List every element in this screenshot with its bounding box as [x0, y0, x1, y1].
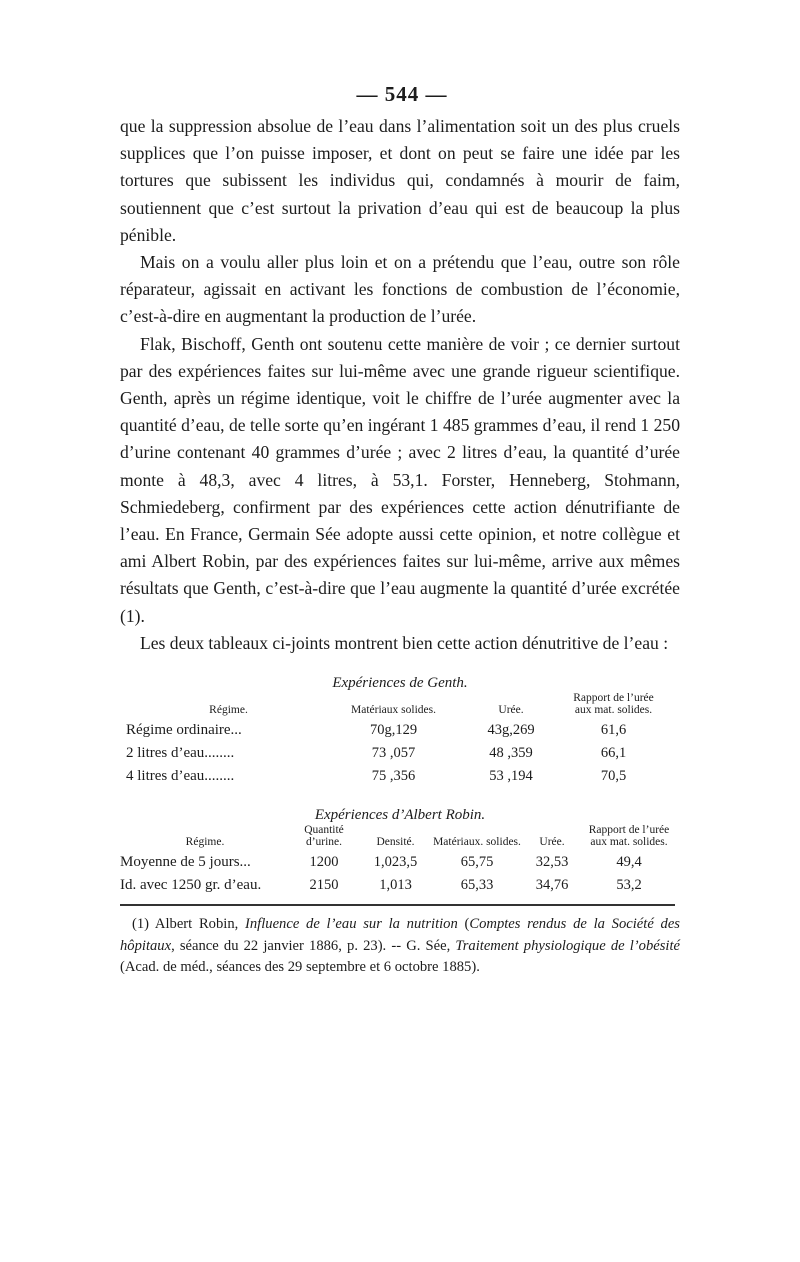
table-cell: 1200 [309, 854, 339, 871]
table-cell: 34,76 [535, 877, 569, 894]
table-cell: 53 ,194 [489, 768, 533, 785]
table-cell: 43g,269 [487, 722, 535, 739]
footnote-title-obesite: Traitement physiologique de l’obésité [455, 937, 680, 954]
table-cell: 73 ,057 [371, 745, 416, 762]
footnote-lead: (1) Albert Robin, [132, 916, 245, 933]
table-cell: 1,023,5 [373, 854, 418, 871]
column-header: Matériaux solides. [351, 704, 436, 717]
table-genth-title: Expériences de Genth. [332, 675, 468, 692]
column-header: Densité. [376, 836, 415, 849]
table-header-row [120, 824, 675, 848]
table-row [126, 716, 661, 739]
table-row [126, 762, 661, 785]
table-cell: 65,75 [460, 854, 494, 871]
table-row [120, 871, 675, 894]
table-cell: 53,2 [616, 877, 642, 894]
table-row [126, 739, 661, 762]
footnote-tail: (Acad. de méd., séances des 29 septembre et 6 octobre 1885). [120, 959, 480, 976]
footnote-title-influence: Influence de l’eau sur la nutrition [245, 916, 458, 933]
table-cell: Id. avec 1250 gr. d’eau. [120, 877, 262, 894]
table-header-row [126, 692, 661, 716]
table-cell: 70,5 [600, 768, 627, 785]
footnote [120, 914, 680, 979]
table-cell: 49,4 [616, 854, 642, 871]
column-header: Régime. [209, 704, 248, 717]
paragraph-4: Les deux tableaux ci-joints montrent bien cette action dénutritive de l’eau : [140, 632, 669, 653]
table-row [120, 848, 675, 871]
table-cell: Moyenne de 5 jours... [120, 854, 251, 871]
footnote-journal: Comptes rendus de la Société des hôpitaux [120, 916, 680, 954]
column-header: Rapport de l’urée aux mat. solides. [588, 824, 670, 849]
column-header: Urée. [539, 836, 565, 849]
paragraph-2: Mais on a voulu aller plus loin et on a prétendu que l’eau, outre son rôle réparateur, agissait en activant les fonctions de combustion de l’économie, c’est-à-dire en augmentant la production de l’urée. [120, 252, 680, 327]
table-cell: Régime ordinaire... [126, 722, 242, 739]
paragraph-3: Flak, Bischoff, Genth ont soutenu cette manière de voir ; ce dernier surtout par des expériences faites sur lui-même avec une grande rigueur scientifique. Genth, après un régime identique, voit le chiffre de l’urée augmenter avec la quantité d’eau, de telle sorte qu’en ingérant 1 485 grammes d’eau, il rend 1 250 d’urine contenant 40 grammes d’urée ; avec 2 litres d’eau, la quantité d’urée monte à 48,3, avec 4 litres, à 53,1. Forster, Henneberg, Stohmann, Schmiedeberg, confirment par des expériences cette action dénutrifiante de l’eau. En France, Germain Sée adopte aussi cette opinion, et notre collègue et ami Albert Robin, par des expériences faites sur lui-même, arrive aux mêmes résultats que Genth, c’est-à-dire que l’eau augmente la quantité d’urée excrétée (1). [120, 333, 680, 626]
table-cell: 61,6 [600, 722, 627, 739]
table-genth [126, 692, 661, 785]
footnote-sep: ( [457, 916, 470, 933]
table-cell: 70g,129 [369, 722, 418, 739]
table-cell: 66,1 [600, 745, 627, 762]
table-cell: 4 litres d’eau........ [126, 768, 235, 785]
column-header: Urée. [498, 704, 524, 717]
book-page [120, 82, 680, 979]
column-header: Matériaux. solides. [433, 836, 521, 849]
column-header: Rapport de l’urée aux mat. solides. [573, 692, 654, 717]
table-cell: 1,013 [379, 877, 412, 894]
column-header: Quantité d’urine. [304, 824, 344, 849]
table-cell: 48 ,359 [489, 745, 533, 762]
table-cell: 65,33 [460, 877, 494, 894]
table-cell: 32,53 [535, 854, 569, 871]
table-cell: 75 ,356 [371, 768, 416, 785]
paragraph-1: que la suppression absolue de l’eau dans l’alimentation soit un des plus cruels supplices que l’on puisse imposer, et dont on peut se faire une idée par les tortures que subissent les individus qui, condamnés à mourir de faim, soutiennent que c’est surtout la privation d’eau qui est de beaucoup la plus pénible. [120, 116, 680, 245]
table-cell: 2 litres d’eau........ [126, 745, 235, 762]
footnote-divider [120, 904, 675, 906]
table-robin [120, 824, 675, 894]
column-header: Régime. [185, 836, 225, 849]
table-robin-title: Expériences d’Albert Robin. [314, 807, 486, 824]
footnote-middle: , séance du 22 janvier 1886, p. 23). -- G. Sée, [171, 937, 456, 954]
page-number: — 544 — [356, 82, 448, 106]
table-cell: 2150 [309, 877, 339, 894]
